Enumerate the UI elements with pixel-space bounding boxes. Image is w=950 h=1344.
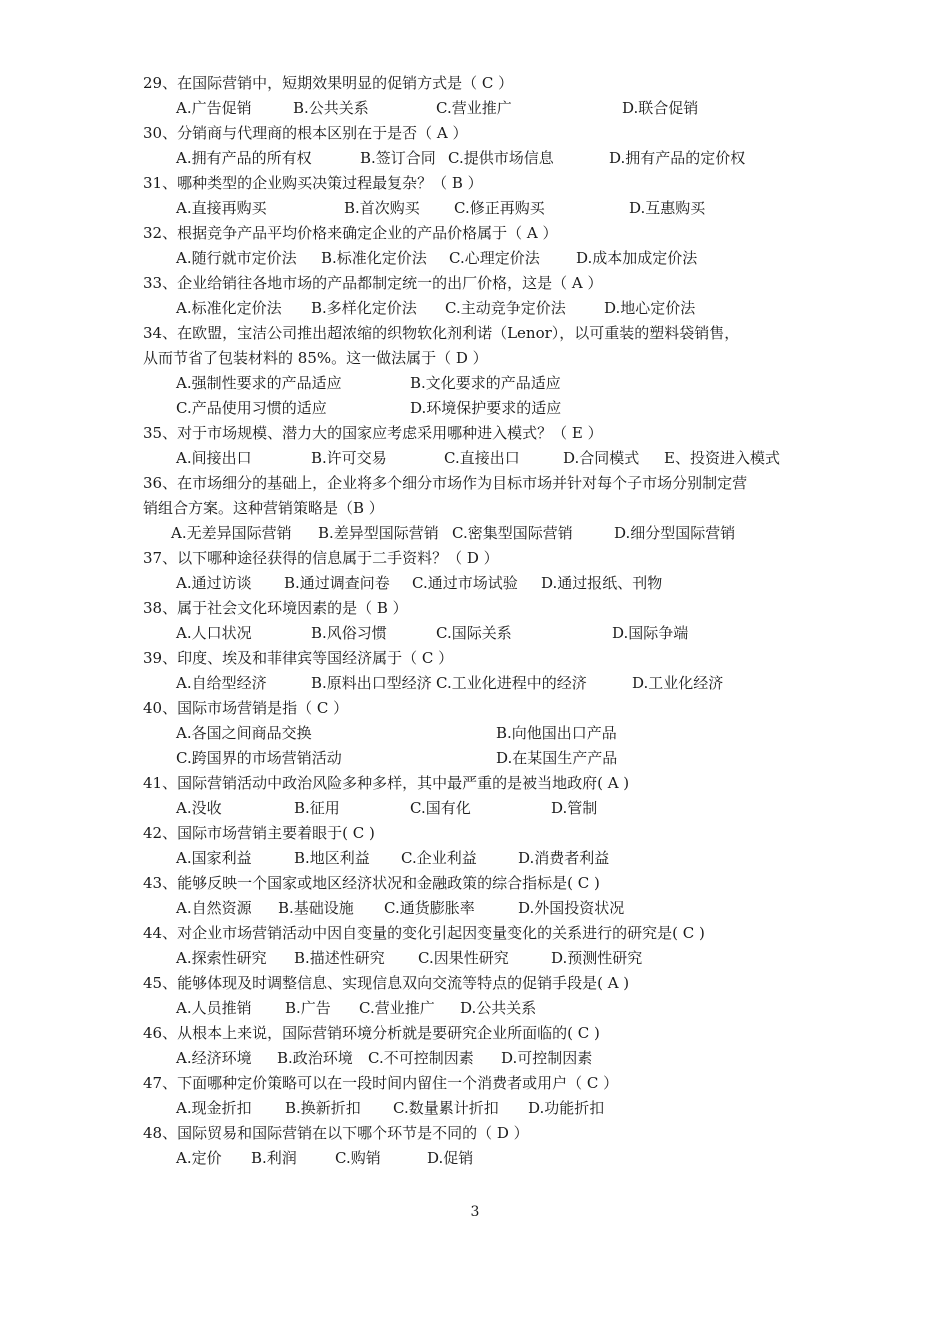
question-35: 35、对于市场规模、潜力大的国家应考虑采用哪种进入模式？（ E ） bbox=[143, 424, 603, 442]
question-29: 29、在国际营销中，短期效果明显的促销方式是（ C ） bbox=[143, 74, 514, 92]
option: C.提供市场信息 bbox=[448, 149, 554, 167]
option: C.产品使用习惯的适应 bbox=[176, 399, 327, 417]
option: D.工业化经济 bbox=[632, 674, 724, 692]
option: D.环境保护要求的适应 bbox=[410, 399, 562, 417]
option: A.人口状况 bbox=[176, 624, 252, 642]
question-36-cont: 销组合方案。这种营销策略是（B ） bbox=[143, 499, 384, 517]
option: C.通货膨胀率 bbox=[384, 899, 475, 917]
option: D.国际争端 bbox=[612, 624, 689, 642]
option: A.人员推销 bbox=[176, 999, 252, 1017]
option: A.国家利益 bbox=[176, 849, 252, 867]
option: D.在某国生产产品 bbox=[496, 749, 618, 767]
option: E、投资进入模式 bbox=[664, 449, 780, 467]
option: B.首次购买 bbox=[344, 199, 420, 217]
option: D.可控制因素 bbox=[501, 1049, 593, 1067]
option: D.联合促销 bbox=[622, 99, 699, 117]
question-31: 31、哪种类型的企业购买决策过程最复杂？（ B ） bbox=[143, 174, 483, 192]
option: A.随行就市定价法 bbox=[176, 249, 297, 267]
option: A.经济环境 bbox=[176, 1049, 252, 1067]
option: A.通过访谈 bbox=[176, 574, 252, 592]
option: C.直接出口 bbox=[444, 449, 520, 467]
option: B.原料出口型经济 bbox=[311, 674, 432, 692]
question-45: 45、能够体现及时调整信息、实现信息双向交流等特点的促销手段是( A ) bbox=[143, 974, 630, 992]
option: A.强制性要求的产品适应 bbox=[176, 374, 342, 392]
option: D.互惠购买 bbox=[629, 199, 706, 217]
option: C.工业化进程中的经济 bbox=[436, 674, 587, 692]
option: D.通过报纸、刊物 bbox=[541, 574, 663, 592]
option: A.无差异国际营销 bbox=[171, 524, 292, 542]
option: A.直接再购买 bbox=[176, 199, 267, 217]
question-37: 37、以下哪种途径获得的信息属于二手资料？（ D ） bbox=[143, 549, 499, 567]
option: B.通过调查问卷 bbox=[284, 574, 390, 592]
question-30: 30、分销商与代理商的根本区别在于是否（ A ） bbox=[143, 124, 468, 142]
option: B.许可交易 bbox=[311, 449, 387, 467]
option: D.地心定价法 bbox=[604, 299, 696, 317]
option: C.企业利益 bbox=[401, 849, 477, 867]
option: B.签订合同 bbox=[360, 149, 436, 167]
option: D.公共关系 bbox=[460, 999, 537, 1017]
question-34-cont: 从而节省了包装材料的 85%。这一做法属于（ D ） bbox=[143, 349, 488, 367]
option: B.标准化定价法 bbox=[321, 249, 427, 267]
option: D.细分型国际营销 bbox=[614, 524, 736, 542]
option: D.促销 bbox=[427, 1149, 474, 1167]
option: A.自然资源 bbox=[176, 899, 252, 917]
page-number: 3 bbox=[470, 1204, 480, 1220]
option: A.各国之间商品交换 bbox=[176, 724, 312, 742]
question-48: 48、国际贸易和国际营销在以下哪个环节是不同的（ D ） bbox=[143, 1124, 529, 1142]
question-47: 47、下面哪种定价策略可以在一段时间内留住一个消费者或用户（ C ） bbox=[143, 1074, 619, 1092]
option: D.功能折扣 bbox=[528, 1099, 605, 1117]
option: A.间接出口 bbox=[176, 449, 252, 467]
option: A.拥有产品的所有权 bbox=[176, 149, 312, 167]
option: C.修正再购买 bbox=[454, 199, 545, 217]
option: A.现金折扣 bbox=[176, 1099, 252, 1117]
option: B.政治环境 bbox=[277, 1049, 353, 1067]
option: B.描述性研究 bbox=[294, 949, 385, 967]
option: D.合同模式 bbox=[563, 449, 640, 467]
option: C.数量累计折扣 bbox=[393, 1099, 499, 1117]
option: C.国有化 bbox=[410, 799, 471, 817]
option: B.广告 bbox=[285, 999, 331, 1017]
option: B.多样化定价法 bbox=[311, 299, 417, 317]
option: B.征用 bbox=[294, 799, 340, 817]
option: C.不可控制因素 bbox=[368, 1049, 474, 1067]
question-39: 39、印度、埃及和菲律宾等国经济属于（ C ） bbox=[143, 649, 454, 667]
option: C.营业推广 bbox=[436, 99, 512, 117]
question-44: 44、对企业市场营销活动中因自变量的变化引起因变量变化的关系进行的研究是( C ) bbox=[143, 924, 705, 942]
question-46: 46、从根本上来说，国际营销环境分析就是要研究企业所面临的( C ) bbox=[143, 1024, 600, 1042]
question-33: 33、企业给销往各地市场的产品都制定统一的出厂价格，这是（ A ） bbox=[143, 274, 603, 292]
question-40: 40、国际市场营销是指（ C ） bbox=[143, 699, 349, 717]
option: C.密集型国际营销 bbox=[452, 524, 573, 542]
question-32: 32、根据竞争产品平均价格来确定企业的产品价格属于（ A ） bbox=[143, 224, 558, 242]
question-41: 41、国际营销活动中政治风险多种多样，其中最严重的是被当地政府( A ) bbox=[143, 774, 630, 792]
option: B.换新折扣 bbox=[285, 1099, 361, 1117]
question-34: 34、在欧盟，宝洁公司推出超浓缩的织物软化剂利诺（Lenor），以可重装的塑料袋销售， bbox=[143, 324, 740, 342]
option: C.跨国界的市场营销活动 bbox=[176, 749, 342, 767]
option: D.拥有产品的定价权 bbox=[609, 149, 746, 167]
option: C.营业推广 bbox=[359, 999, 435, 1017]
question-43: 43、能够反映一个国家或地区经济状况和金融政策的综合指标是( C ) bbox=[143, 874, 600, 892]
option: A.自给型经济 bbox=[176, 674, 267, 692]
question-36: 36、在市场细分的基础上，企业将多个细分市场作为目标市场并针对每个子市场分别制定营 bbox=[143, 474, 748, 492]
option: B.向他国出口产品 bbox=[496, 724, 617, 742]
option: D.外国投资状况 bbox=[518, 899, 625, 917]
option: A.探索性研究 bbox=[176, 949, 267, 967]
option: B.文化要求的产品适应 bbox=[410, 374, 561, 392]
option: D.管制 bbox=[551, 799, 598, 817]
option: B.差异型国际营销 bbox=[318, 524, 439, 542]
question-38: 38、属于社会文化环境因素的是（ B ） bbox=[143, 599, 408, 617]
question-42: 42、国际市场营销主要着眼于( C ) bbox=[143, 824, 375, 842]
option: B.风俗习惯 bbox=[311, 624, 387, 642]
option: C.主动竞争定价法 bbox=[445, 299, 566, 317]
option: C.因果性研究 bbox=[418, 949, 509, 967]
option: C.通过市场试验 bbox=[412, 574, 518, 592]
option: D.消费者利益 bbox=[518, 849, 610, 867]
option: A.标准化定价法 bbox=[176, 299, 282, 317]
option: A.没收 bbox=[176, 799, 222, 817]
option: B.地区利益 bbox=[294, 849, 370, 867]
option: D.成本加成定价法 bbox=[576, 249, 698, 267]
option: B.利润 bbox=[251, 1149, 297, 1167]
option: B.公共关系 bbox=[293, 99, 369, 117]
option: A.广告促销 bbox=[176, 99, 252, 117]
option: C.心理定价法 bbox=[449, 249, 540, 267]
option: D.预测性研究 bbox=[551, 949, 643, 967]
option: B.基础设施 bbox=[278, 899, 354, 917]
option: C.购销 bbox=[335, 1149, 381, 1167]
option: C.国际关系 bbox=[436, 624, 512, 642]
option: A.定价 bbox=[176, 1149, 222, 1167]
